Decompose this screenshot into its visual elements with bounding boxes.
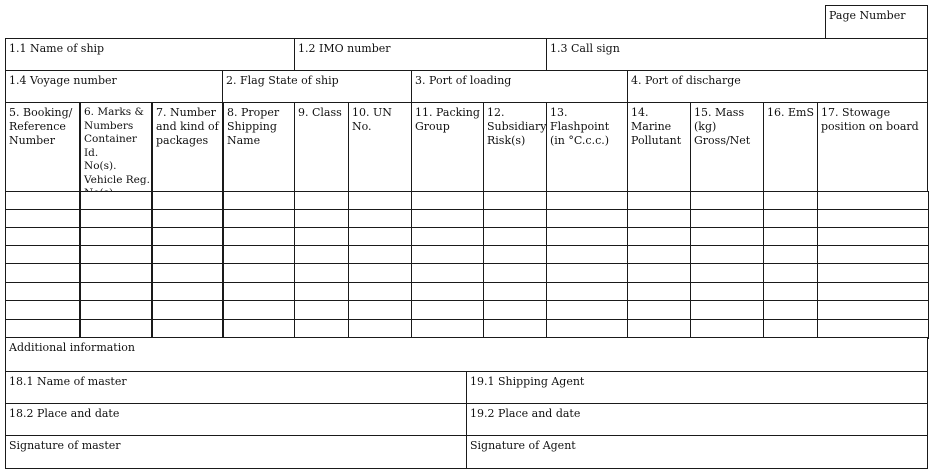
table-cell[interactable] (546, 282, 628, 301)
table-cell[interactable] (546, 245, 628, 264)
call-sign-label: 1.3 Call sign (550, 42, 620, 55)
column-header-mass (690, 102, 764, 192)
flag-state-field[interactable] (222, 70, 412, 103)
table-cell[interactable] (546, 191, 628, 210)
table-cell[interactable] (5, 245, 80, 264)
table-cell[interactable] (483, 300, 547, 320)
column-header-label: 14. Marine Pollutant (631, 106, 682, 147)
table-cell[interactable] (627, 282, 691, 301)
column-header-subsidiary-risks (483, 102, 547, 192)
table-cell[interactable] (483, 282, 547, 301)
column-header-label: 9. Class (298, 106, 342, 119)
table-cell[interactable] (546, 227, 628, 246)
port-of-discharge-label: 4. Port of discharge (631, 74, 741, 87)
port-of-discharge-field[interactable] (627, 70, 928, 103)
imo-number-field[interactable] (294, 38, 547, 71)
table-cell[interactable] (222, 263, 295, 283)
table-cell[interactable] (151, 282, 223, 301)
table-cell[interactable] (817, 319, 929, 339)
table-cell[interactable] (411, 227, 484, 246)
table-cell[interactable] (763, 209, 818, 228)
table-cell[interactable] (817, 209, 929, 228)
table-cell[interactable] (690, 209, 764, 228)
table-cell[interactable] (627, 300, 691, 320)
table-cell[interactable] (5, 191, 80, 210)
column-header-label: 11. Packing Group (415, 106, 480, 133)
table-cell[interactable] (411, 191, 484, 210)
table-cell[interactable] (222, 282, 295, 301)
table-cell[interactable] (79, 191, 152, 210)
table-cell[interactable] (483, 227, 547, 246)
table-cell[interactable] (627, 227, 691, 246)
column-header-label: 6. Marks & Numbers Container Id. No(s). Vehicle Reg. (84, 106, 150, 186)
flag-state-label: 2. Flag State of ship (226, 74, 339, 87)
column-header-label: 13. Flashpoint (in °C.c.c.) (550, 106, 610, 147)
table-cell[interactable] (546, 300, 628, 320)
additional-information-label: Additional information (9, 341, 135, 354)
table-cell[interactable] (79, 319, 152, 339)
table-cell[interactable] (817, 227, 929, 246)
signature-of-agent-field[interactable] (466, 435, 928, 469)
table-cell[interactable] (627, 263, 691, 283)
column-header-label: 17. Stowage position on board (821, 106, 919, 133)
table-cell[interactable] (546, 319, 628, 339)
name-of-ship-field[interactable] (5, 38, 295, 71)
table-cell[interactable] (348, 245, 412, 264)
name-of-master-field[interactable] (5, 371, 467, 404)
table-cell[interactable] (690, 191, 764, 210)
signature-of-master-field[interactable] (5, 435, 467, 469)
table-cell[interactable] (348, 209, 412, 228)
column-header-flashpoint (546, 102, 628, 192)
table-cell[interactable] (690, 245, 764, 264)
table-cell[interactable] (627, 209, 691, 228)
table-cell[interactable] (222, 209, 295, 228)
signature-of-master-label: Signature of master (9, 439, 121, 452)
page-number-label: Page Number (829, 9, 906, 22)
table-cell[interactable] (79, 209, 152, 228)
table-cell[interactable] (222, 300, 295, 320)
table-cell[interactable] (5, 300, 80, 320)
column-header-class (294, 102, 349, 192)
signature-of-agent-label: Signature of Agent (470, 439, 576, 452)
table-cell[interactable] (348, 227, 412, 246)
table-cell[interactable] (79, 227, 152, 246)
table-cell[interactable] (5, 209, 80, 228)
table-cell[interactable] (411, 209, 484, 228)
table-cell[interactable] (222, 245, 295, 264)
additional-information-field[interactable] (5, 337, 928, 372)
port-of-loading-field[interactable] (411, 70, 628, 103)
table-cell[interactable] (294, 191, 349, 210)
table-cell[interactable] (5, 263, 80, 283)
table-cell[interactable] (222, 319, 295, 339)
table-cell[interactable] (627, 319, 691, 339)
table-cell[interactable] (294, 319, 349, 339)
table-cell[interactable] (294, 227, 349, 246)
table-cell[interactable] (294, 263, 349, 283)
table-cell[interactable] (817, 245, 929, 264)
master-place-date-label: 18.2 Place and date (9, 407, 120, 420)
table-cell[interactable] (483, 245, 547, 264)
table-cell[interactable] (411, 300, 484, 320)
table-cell[interactable] (151, 319, 223, 339)
table-cell[interactable] (411, 245, 484, 264)
table-cell[interactable] (763, 227, 818, 246)
column-header-label: 16. EmS (767, 106, 814, 119)
table-cell[interactable] (763, 191, 818, 210)
agent-place-date-field[interactable] (466, 403, 928, 436)
column-header-booking-reference (5, 102, 80, 192)
table-cell[interactable] (763, 245, 818, 264)
table-cell[interactable] (817, 282, 929, 301)
column-header-packing-group (411, 102, 484, 192)
master-place-date-field[interactable] (5, 403, 467, 436)
column-header-label: 7. Number and kind of packages (156, 106, 219, 147)
table-cell[interactable] (411, 263, 484, 283)
table-cell[interactable] (5, 282, 80, 301)
table-cell[interactable] (483, 191, 547, 210)
column-header-proper-shipping-name (222, 102, 295, 192)
table-cell[interactable] (5, 227, 80, 246)
column-header-marks-numbers (79, 102, 152, 192)
table-cell[interactable] (348, 300, 412, 320)
table-cell[interactable] (546, 263, 628, 283)
column-header-un-number (348, 102, 412, 192)
voyage-number-field[interactable] (5, 70, 223, 103)
table-cell[interactable] (627, 245, 691, 264)
table-cell[interactable] (817, 191, 929, 210)
table-cell[interactable] (151, 263, 223, 283)
voyage-number-label: 1.4 Voyage number (9, 74, 117, 87)
table-cell[interactable] (690, 227, 764, 246)
table-cell[interactable] (546, 209, 628, 228)
table-cell[interactable] (483, 209, 547, 228)
table-cell[interactable] (411, 319, 484, 339)
table-cell[interactable] (294, 282, 349, 301)
column-header-label: 5. Booking/ Reference Number (9, 106, 73, 147)
table-cell[interactable] (627, 191, 691, 210)
column-header-marine-pollutant (627, 102, 691, 192)
table-cell[interactable] (690, 263, 764, 283)
table-cell[interactable] (79, 245, 152, 264)
table-cell[interactable] (151, 227, 223, 246)
column-header-label: 10. UN No. (352, 106, 392, 133)
column-header-label: 12. Subsidiary Risk(s) (487, 106, 547, 147)
page-number-box[interactable] (825, 5, 928, 39)
table-cell[interactable] (690, 282, 764, 301)
table-cell[interactable] (222, 191, 295, 210)
table-cell[interactable] (763, 300, 818, 320)
table-cell[interactable] (817, 263, 929, 283)
table-cell[interactable] (348, 263, 412, 283)
table-cell[interactable] (348, 282, 412, 301)
table-cell[interactable] (294, 300, 349, 320)
table-cell[interactable] (763, 319, 818, 339)
table-cell[interactable] (348, 191, 412, 210)
shipping-agent-field[interactable] (466, 371, 928, 404)
table-cell[interactable] (151, 209, 223, 228)
imo-number-label: 1.2 IMO number (298, 42, 391, 55)
table-cell[interactable] (348, 319, 412, 339)
table-cell[interactable] (690, 319, 764, 339)
shipping-agent-label: 19.1 Shipping Agent (470, 375, 585, 388)
table-cell[interactable] (151, 191, 223, 210)
table-cell[interactable] (690, 300, 764, 320)
table-cell[interactable] (483, 263, 547, 283)
name-of-master-label: 18.1 Name of master (9, 375, 127, 388)
table-cell[interactable] (294, 209, 349, 228)
table-cell[interactable] (79, 263, 152, 283)
table-cell[interactable] (5, 319, 80, 339)
column-header-stowage-position (817, 102, 928, 192)
table-cell[interactable] (151, 245, 223, 264)
table-cell[interactable] (483, 319, 547, 339)
table-cell[interactable] (817, 300, 929, 320)
table-cell[interactable] (79, 300, 152, 320)
column-header-label: 8. Proper Shipping Name (227, 106, 280, 147)
table-cell[interactable] (151, 300, 223, 320)
table-cell[interactable] (79, 282, 152, 301)
table-cell[interactable] (294, 245, 349, 264)
call-sign-field[interactable] (546, 38, 928, 71)
agent-place-date-label: 19.2 Place and date (470, 407, 581, 420)
table-cell[interactable] (763, 282, 818, 301)
port-of-loading-label: 3. Port of loading (415, 74, 512, 87)
column-header-label: 15. Mass (kg) Gross/Net (694, 106, 751, 147)
column-header-ems (763, 102, 818, 192)
table-cell[interactable] (222, 227, 295, 246)
table-cell[interactable] (763, 263, 818, 283)
table-cell[interactable] (411, 282, 484, 301)
column-header-number-kind-packages (151, 102, 223, 192)
name-of-ship-label: 1.1 Name of ship (9, 42, 105, 55)
